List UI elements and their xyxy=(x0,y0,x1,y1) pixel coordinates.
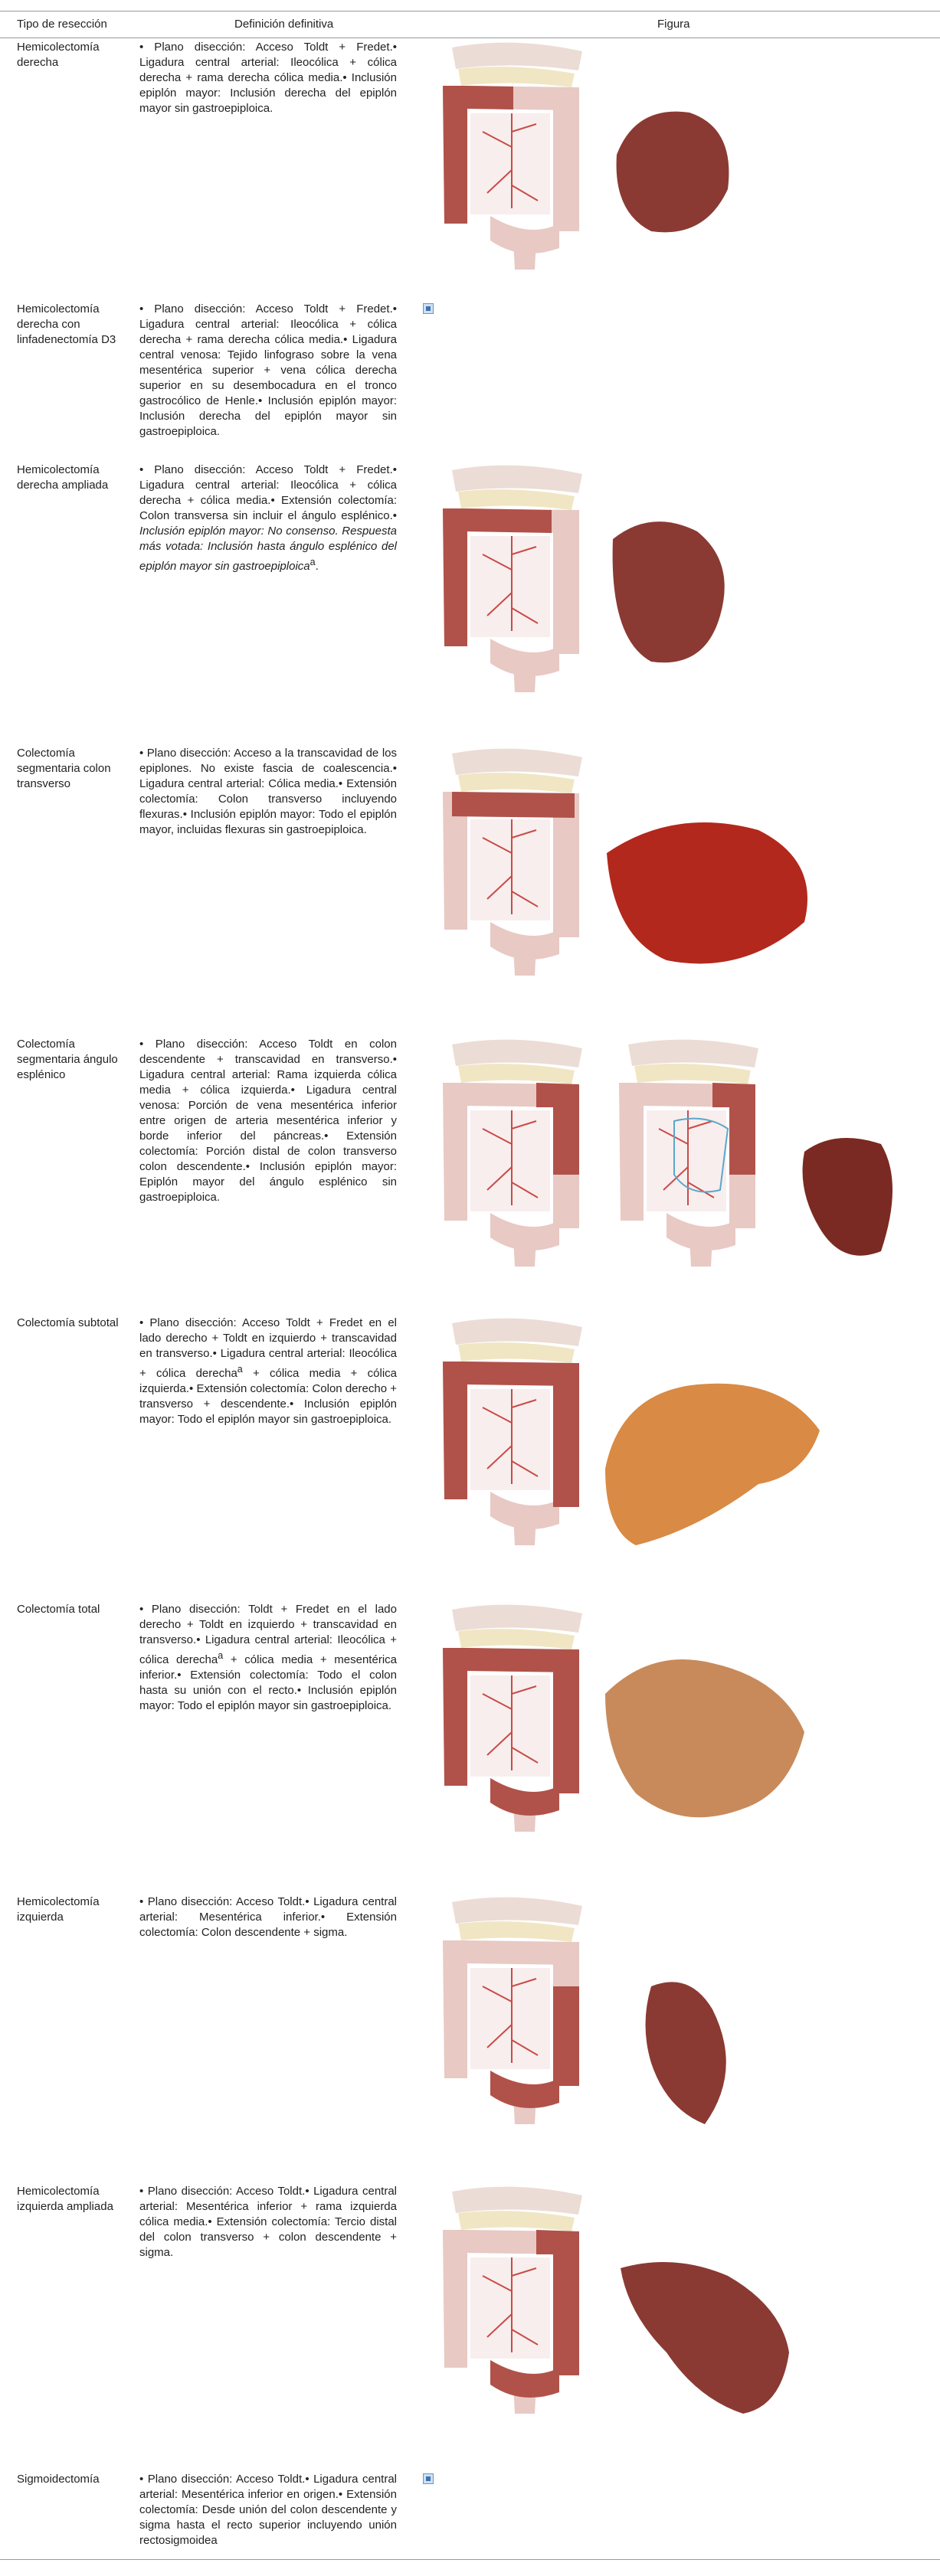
resection-figure xyxy=(421,40,743,270)
resection-definition: • Plano disección: Acceso Toldt + Fredet en el lado derecho + Toldt en izquierdo + transcavidad en transverso.• Ligadura central arterial: Ileocólica + cólica derecha$^a$ + cólica media + cólica izquierda.• Extensión colectomía: Colon derecho + transverso + descendente.• Inclusión epiplón mayor: Todo el epiplón mayor sin gastroepiploica. xyxy=(139,1316,397,1426)
resection-definition: • Plano disección: Acceso Toldt + Fredet.• Ligadura central arterial: Ileocólica + cólica derecha + cólica media.• Extensión colectomía: Colon transversa sin incluir el ángulo esplénico.• Inclusión epiplón mayor: No consenso. Respuesta más votada: Inclusión hasta ángulo esplénico del epiplón mayor sin gastroepiploica$^a$. xyxy=(139,463,397,573)
resection-figure xyxy=(421,1894,758,2140)
resection-type: Hemicolectomía derecha con linfadenectomía D3 xyxy=(17,302,116,346)
column-header-definition: Definición definitiva xyxy=(234,18,334,31)
table-bottom-rule xyxy=(0,2559,940,2560)
resection-figure xyxy=(421,1037,912,1282)
resection-definition: • Plano disección: Acceso Toldt + Fredet.• Ligadura central arterial: Ileocólica + cólica derecha + rama derecha cólica media.• Inclusión epiplón mayor: Inclusión derecha del epiplón mayor sin gastroepiploica. xyxy=(139,41,397,115)
resection-type: Hemicolectomía izquierda xyxy=(17,1895,100,1924)
resection-type: Sigmoidectomía xyxy=(17,2473,100,2486)
resection-figure xyxy=(421,1316,850,1561)
column-header-figure: Figura xyxy=(657,18,690,31)
resection-definition: • Plano disección: Acceso Toldt + Fredet.• Ligadura central arterial: Ileocólica + cólica derecha + rama derecha cólica media.• Ligadura central venosa: Tejido linfograso sobre la vena mesentérica superior + vena cólica derecha superior en su desembocadura en el tronco gastrocólico de Henle.• Inclusión epiplón mayor: Inclusión derecha del epiplón mayor sin gastroepiploica. xyxy=(139,302,397,438)
resection-type: Colectomía total xyxy=(17,1603,100,1616)
resection-figure xyxy=(421,746,850,991)
resection-figure xyxy=(421,463,743,692)
resection-type: Hemicolectomía derecha xyxy=(17,41,100,69)
resection-definition: • Plano disección: Acceso Toldt en colon descendente + transcavidad en transverso.• Ligadura central arterial: Rama izquierda cólica media + cólica izquierda.• Ligadura central venosa: Porción de vena mesentérica inferior entre origen de arteria mesentérica inferior y borde inferior del páncreas.• Extensión colectomía: Porción distal de colon transverso colon descendente.• Inclusión epiplón mayor: Epiplón mayor del ángulo esplénico sin gastroepiploica. xyxy=(139,1038,397,1204)
resection-figure xyxy=(421,1602,850,1847)
image-placeholder-icon xyxy=(423,2473,434,2484)
resection-definition: • Plano disección: Acceso Toldt.• Ligadura central arterial: Mesentérica inferior + rama izquierda cólica media.• Extensión colectomía: Tercio distal del colon transverso + colon descendente + sigma. xyxy=(139,2185,397,2259)
table-header xyxy=(0,11,940,38)
resection-type: Colectomía subtotal xyxy=(17,1316,119,1329)
image-placeholder-icon xyxy=(423,303,434,314)
resection-definition: • Plano disección: Acceso Toldt.• Ligadura central arterial: Mesentérica inferior en origen.• Extensión colectomía: Desde unión del colon descendente y sigma hasta el recto superior incluyendo unión rectosigmoidea xyxy=(139,2473,397,2547)
resection-figure xyxy=(421,2184,835,2429)
resection-type: Hemicolectomía derecha ampliada xyxy=(17,463,109,492)
resection-type: Colectomía segmentaria ángulo esplénico xyxy=(17,1038,118,1081)
column-header-type: Tipo de resección xyxy=(17,18,107,31)
resection-definition: • Plano disección: Acceso a la transcavidad de los epiplones. No existe fascia de coalescencia.• Ligadura central arterial: Cólica media.• Extensión colectomía: Colon transverso incluyendo flexuras.• Inclusión epiplón mayor: Todo el epiplón mayor, incluidas flexuras sin gastroepiploica. xyxy=(139,747,397,836)
resection-type: Hemicolectomía izquierda ampliada xyxy=(17,2185,113,2213)
resection-definition: • Plano disección: Toldt + Fredet en el lado derecho + Toldt en izquierdo + transcavidad en transverso.• Ligadura central arterial: Ileocólica + cólica derecha$^a$ + cólica media + mesentérica inferior.• Extensión colectomía: Todo el colon hasta su unión con el recto.• Inclusión epiplón mayor: Todo el epiplón mayor sin gastroepiploica. xyxy=(139,1603,397,1712)
resection-definition: • Plano disección: Acceso Toldt.• Ligadura central arterial: Mesentérica inferior.• Extensión colectomía: Colon descendente + sigma. xyxy=(139,1895,397,1939)
resection-type: Colectomía segmentaria colon transverso xyxy=(17,747,111,790)
